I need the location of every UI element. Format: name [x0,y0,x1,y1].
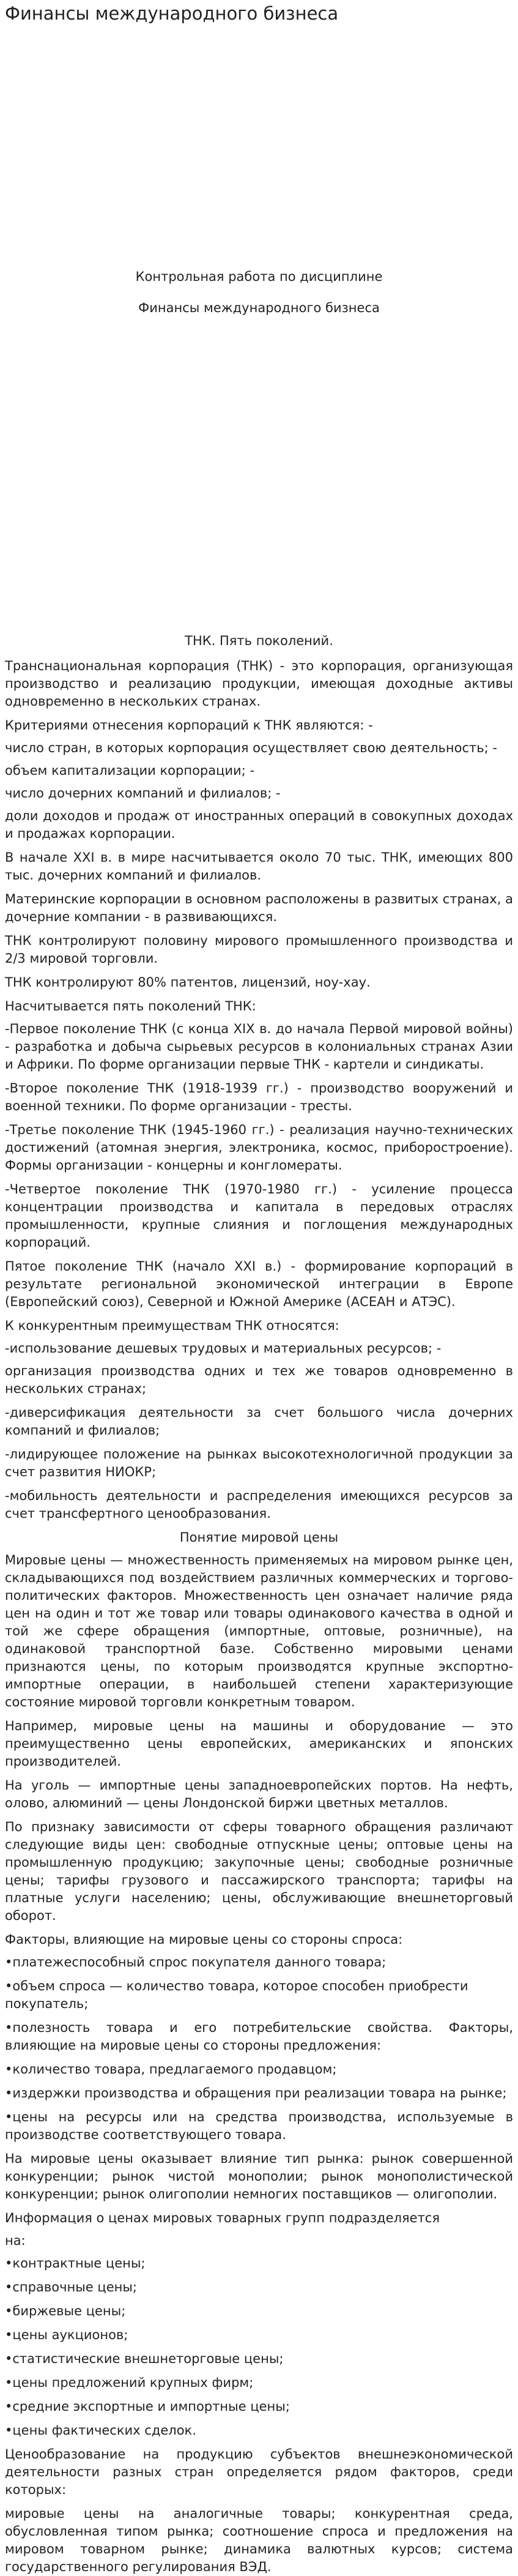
paragraph: Материнские корпорации в основном расположены в развитых странах, а дочерние компании - в развивающихся. [5,892,513,924]
paragraph: -Второе поколение ТНК (1918-1939 гг.) - производство вооружений и военной техники. По форме организации - тресты. [5,1081,513,1113]
paragraph: на: [5,2233,26,2248]
list-item: •цены на ресурсы или на средства производства, используемые в производстве соответствующего товара. [5,2110,513,2142]
paragraph: На уголь — импортные цены западноевропейских портов. На нефть, олово, алюминий — цены Лондонской биржи цветных металлов. [5,1778,513,1810]
paragraph: По признаку зависимости от сферы товарного обращения различают следующие виды цен: свободные отпускные цены; оптовые цены на промышленную продукцию; закупочные цены; свободные розничные цены; тарифы грузового и пассажирского транспорта; тарифы на платные услуги населению; цены, обслуживающие внешнеторговый оборот. [5,1820,513,1923]
title-line: Финансы международного бизнеса [138,301,380,315]
list-item: •платежеспособный спрос покупателя данного товара; [5,1955,387,1969]
paragraph: К конкурентным преимуществам ТНК относятся: [5,1318,339,1333]
paragraph: Информация о ценах мировых товарных групп подразделяется [5,2211,440,2225]
paragraph: -мобильность деятельности и распределения имеющихся ресурсов за счет трансфертного ценообразования. [5,1488,513,1521]
paragraph: организация производства одних и тех же товаров одновременно в нескольких странах; [5,1364,513,1396]
list-item: •цены аукционов; [5,2328,128,2342]
paragraph: ТНК контролируют 80% патентов, лицензий, ноу-хау. [5,975,371,990]
paragraph: число стран, в которых корпорация осуществляет свою деятельность; - [5,741,497,755]
paragraph: доли доходов и продаж от иностранных операций в совокупных доходах и продажах корпорации. [5,808,513,841]
list-item: •цены фактических сделок. [5,2423,196,2438]
paragraph: Мировые цены — множественность применяемых на мировом рынке цен, складывающихся под воздействием различных коммерческих и торгово-политических факторов. Множественность цен означает наличие ряда цен на один и тот же товар или товары одинакового качества в одной и той же сфере обращения (импортные, оптовые, розничные), на одинаковой транспортной базе. Собственно мировыми ценами признаются цены, по которым производятся крупные экспортно-импортные операции, в наибольшей степени характеризующие состояние мировой торговли конкретным товаром. [5,1553,513,1709]
section-heading: ТНК. Пять поколений. [185,633,333,648]
list-item: •средние экспортные и импортные цены; [5,2399,290,2414]
paragraph: -Третье поколение ТНК (1945-1960 гг.) - реализация научно-технических достижений (атомная энергия, электроника, космос, приборостроение). Формы организации - концерны и конгломераты. [5,1122,513,1173]
list-item: •количество товара, предлагаемого продавцом; [5,2062,337,2077]
paragraph: -диверсификация деятельности за счет большого числа дочерних компаний и филиалов; [5,1405,513,1438]
list-item: •биржевые цены; [5,2304,126,2318]
paragraph: Например, мировые цены на машины и оборудование — это преимущественно цены европейских, американских и японских производителей. [5,1719,513,1769]
paragraph: число дочерних компаний и филиалов; - [5,786,281,801]
list-item: •объем спроса — количество товара, которое способен приобрести покупатель; [5,1979,468,2011]
paragraph: Пятое поколение ТНК (начало XXI в.) - формирование корпораций в результате региональной экономической интеграции в Европе (Европейский союз), Северной и Южной Америке (АСЕАН и АТЭС). [5,1259,513,1309]
page-title: Финансы международного бизнеса [5,3,339,24]
list-item: •издержки производства и обращения при реализации товара на рынке; [5,2086,507,2100]
paragraph: объем капитализации корпорации; - [5,763,255,778]
paragraph: -Первое поколение ТНК (с конца XIX в. до начала Первой мировой войны) - разработка и добыча сырьевых ресурсов в колониальных странах Азии и Африки. По форме организации первые ТНК - картели и синдикаты. [5,1021,513,1072]
section-heading: Понятие мировой цены [179,1530,339,1545]
title-block [5,268,513,317]
list-item: •цены предложений крупных фирм; [5,2375,254,2390]
title-line: Контрольная работа по дисциплине [135,269,383,284]
paragraph: Факторы, влияющие на мировые цены со стороны спроса: [5,1932,403,1947]
paragraph: В начале XXI в. в мире насчитывается около 70 тыс. ТНК, имеющих 800 тыс. дочерних компаний и филиалов. [5,850,513,883]
list-item: •справочные цены; [5,2280,137,2294]
paragraph: -использование дешевых трудовых и материальных ресурсов; - [5,1341,442,1356]
paragraph: Критериями отнесения корпораций к ТНК являются: - [5,718,373,733]
list-item: •статистические внешнеторговые цены; [5,2351,284,2366]
paragraph: На мировые цены оказывает влияние тип рынка: рынок совершенной конкуренции; рынок чистой монополии; рынок монополистической конкуренции; рынок олигополии немногих поставщиков — олигополии. [5,2151,513,2201]
paragraph: -Четвертое поколение ТНК (1970-1980 гг.) - усиление процесса концентрации производства и капитала в передовых отраслях промышленности, крупные слияния и поглощения международных корпораций. [5,1182,513,1250]
paragraph: мировые цены на аналогичные товары; конкурентная среда, обусловленная типом рынка; соотношение спроса и предложения на мировом товарном рынке; динамика валютных курсов; система государственного регулирования ВЭД. [5,2506,513,2574]
list-item: •полезность товара и его потребительские свойства. Факторы, влияющие на мировые цены со стороны предложения: [5,2020,513,2053]
paragraph: Ценообразование на продукцию субъектов внешнеэкономической деятельности разных стран определяется рядом факторов, среди которых: [5,2447,513,2497]
paragraph: -лидирующее положение на рынках высокотехнологичной продукции за счет развития НИОКР; [5,1447,513,1479]
list-item: •контрактные цены; [5,2256,146,2271]
paragraph: Насчитывается пять поколений ТНК: [5,999,256,1014]
paragraph: Транснациональная корпорация (ТНК) - это корпорация, организующая производство и реализацию продукции, имеющая доходные активы одновременно в нескольких странах. [5,659,513,709]
paragraph: ТНК контролируют половину мирового промышленного производства и 2/3 мировой торговли. [5,933,513,966]
